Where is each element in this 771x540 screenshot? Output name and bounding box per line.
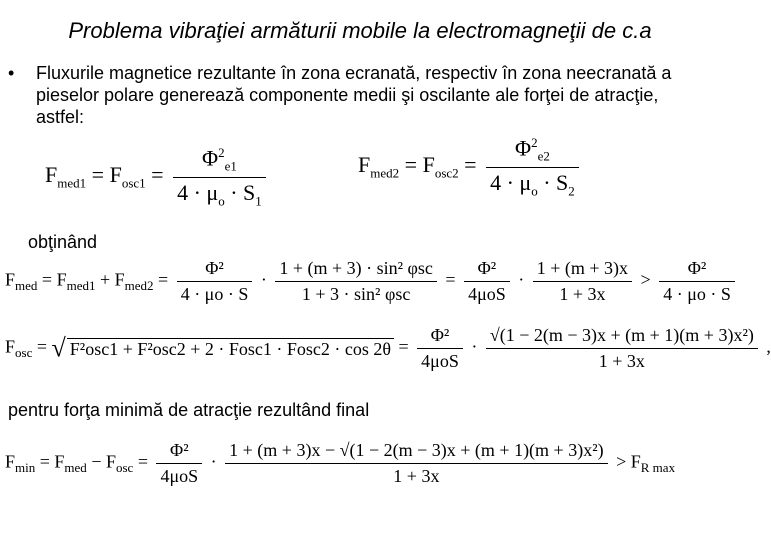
label-obtinand: obţinând xyxy=(28,232,98,252)
equation-fmed1: $F_{med1} = F_{osc1}$ = $\frac{\Phi^2_{e1}}{4 \cdot \mu_o \cdot S_1}$ xyxy=(45,145,270,209)
bullet-text: Fluxurile magnetice rezultante în zona ecranată, respectiv în zona neecranată a pieselor polare generează componente medii şi oscilante ale forţei de atracţie, astfel: xyxy=(36,63,672,127)
label-final: pentru forţa minimă de atracţie rezultând final xyxy=(8,400,370,420)
slide-title: Problema vibraţiei armăturii mobile la electromagneţii de c.a xyxy=(68,18,652,43)
equation-fmed: $F_{med} = F_{med1} + F_{med2}$ = $\frac{\text{Φ²}}{4 \cdot \mu o \cdot S}$ · $\frac{\text{1 + (m + 3) · sin² φsc}}{\text{1 + 3 · sin² φsc}}$ = $\frac{\text{Φ²}}{\text{4μoS}}$ · $\frac{1 + (m + 3)x}{1 + 3x}$ > $\frac{\text{Φ²}}{4 \cdot \mu o \cdot S}$ xyxy=(5,258,739,305)
fraction-eq2: $\frac{\Phi^2_{e2}}{4 \cdot \mu_o \cdot S_2}$ xyxy=(486,135,579,199)
fraction-eq1: $\frac{\Phi^2_{e1}}{4 \cdot \mu_o \cdot S_1}$ xyxy=(173,145,266,209)
bullet-dot: • xyxy=(8,63,15,83)
bullet-paragraph xyxy=(8,62,708,128)
equation-fmed2: $F_{med2} = F_{osc2}$ = $\frac{\Phi^2_{e2}}{4 \cdot \mu_o \cdot S_2}$ xyxy=(358,135,583,199)
equation-fmin: $F_{min} = F_{med} - F_{osc}$ = $\frac{\text{Φ²}}{\text{4μoS}}$ · $\frac{\text{1 + (m + 3)x − √(1 − 2(m − 3)x + (m + 1)(m + 3)x²)}}{1 + 3x}$ > $F_{R max}$ xyxy=(5,440,676,486)
equation-fosc: $F_{osc}$ = √ F²osc1 + F²osc2 + 2 · Fosc1 · Fosc2 · cos 2θ = $\frac{\text{Φ²}}{\text{4μoS}}$ · $\frac{\text{√(1 − 2(m − 3)x + (m + 1)(m + 3)x²)}}{1 + 3x}$ , xyxy=(5,325,771,371)
